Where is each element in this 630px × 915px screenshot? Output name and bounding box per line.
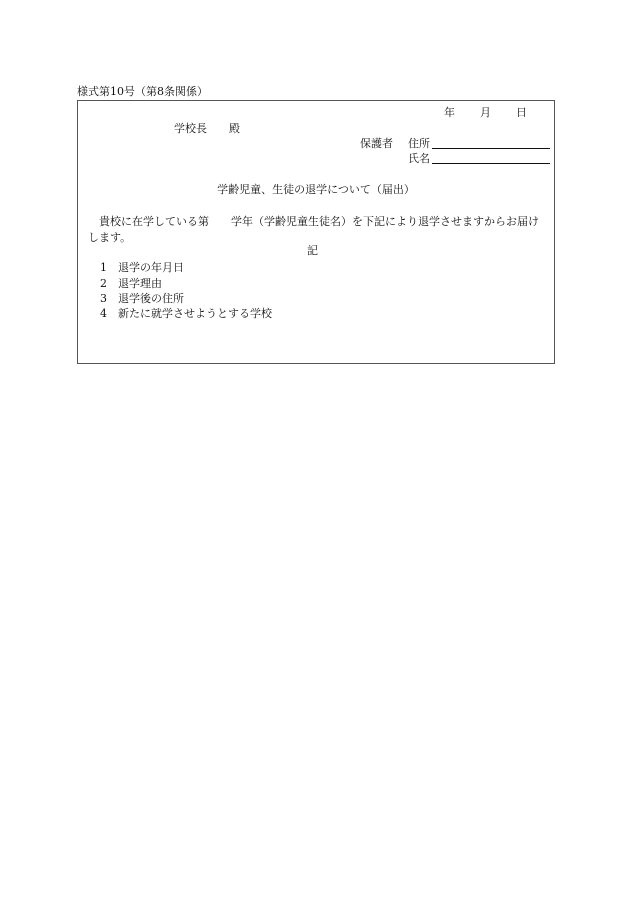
body-text-part2: 学年（学齢児童生徒名）を下記により退学させますからお届けします。 (88, 215, 539, 244)
list-item-number: 2 (100, 277, 107, 290)
guardian-label: 保護者 (360, 137, 393, 150)
list-item (100, 261, 184, 274)
addressee-title: 学校長 (174, 122, 207, 135)
body-text-part1: 貴校に在学している第 (99, 215, 209, 228)
list-item (100, 307, 272, 320)
ki-heading: 記 (307, 244, 318, 257)
list-item-number: 1 (100, 261, 107, 274)
list-item-label: 新たに就学させようとする学校 (118, 307, 272, 320)
address-label: 住所 (408, 137, 430, 150)
document-title: 学齢児童、生徒の退学について（届出） (217, 183, 415, 196)
name-field-line[interactable] (432, 163, 550, 164)
list-item-number: 3 (100, 292, 107, 305)
notification-form (77, 100, 555, 364)
list-item (100, 292, 184, 305)
date-month-label: 月 (480, 106, 491, 119)
list-item-label: 退学理由 (118, 277, 162, 290)
addressee-line (174, 122, 240, 135)
list-item-label: 退学の年月日 (118, 261, 184, 274)
date-day-label: 日 (516, 106, 527, 119)
address-field-line[interactable] (432, 148, 550, 149)
list-item-label: 退学後の住所 (118, 292, 184, 305)
name-label: 氏名 (408, 152, 430, 165)
list-item-number: 4 (100, 307, 107, 320)
body-paragraph (88, 214, 548, 246)
form-number-label: 様式第10号（第8条関係） (77, 85, 208, 98)
addressee-honorific: 殿 (229, 122, 240, 135)
date-year-label: 年 (444, 106, 455, 119)
list-item (100, 277, 162, 290)
